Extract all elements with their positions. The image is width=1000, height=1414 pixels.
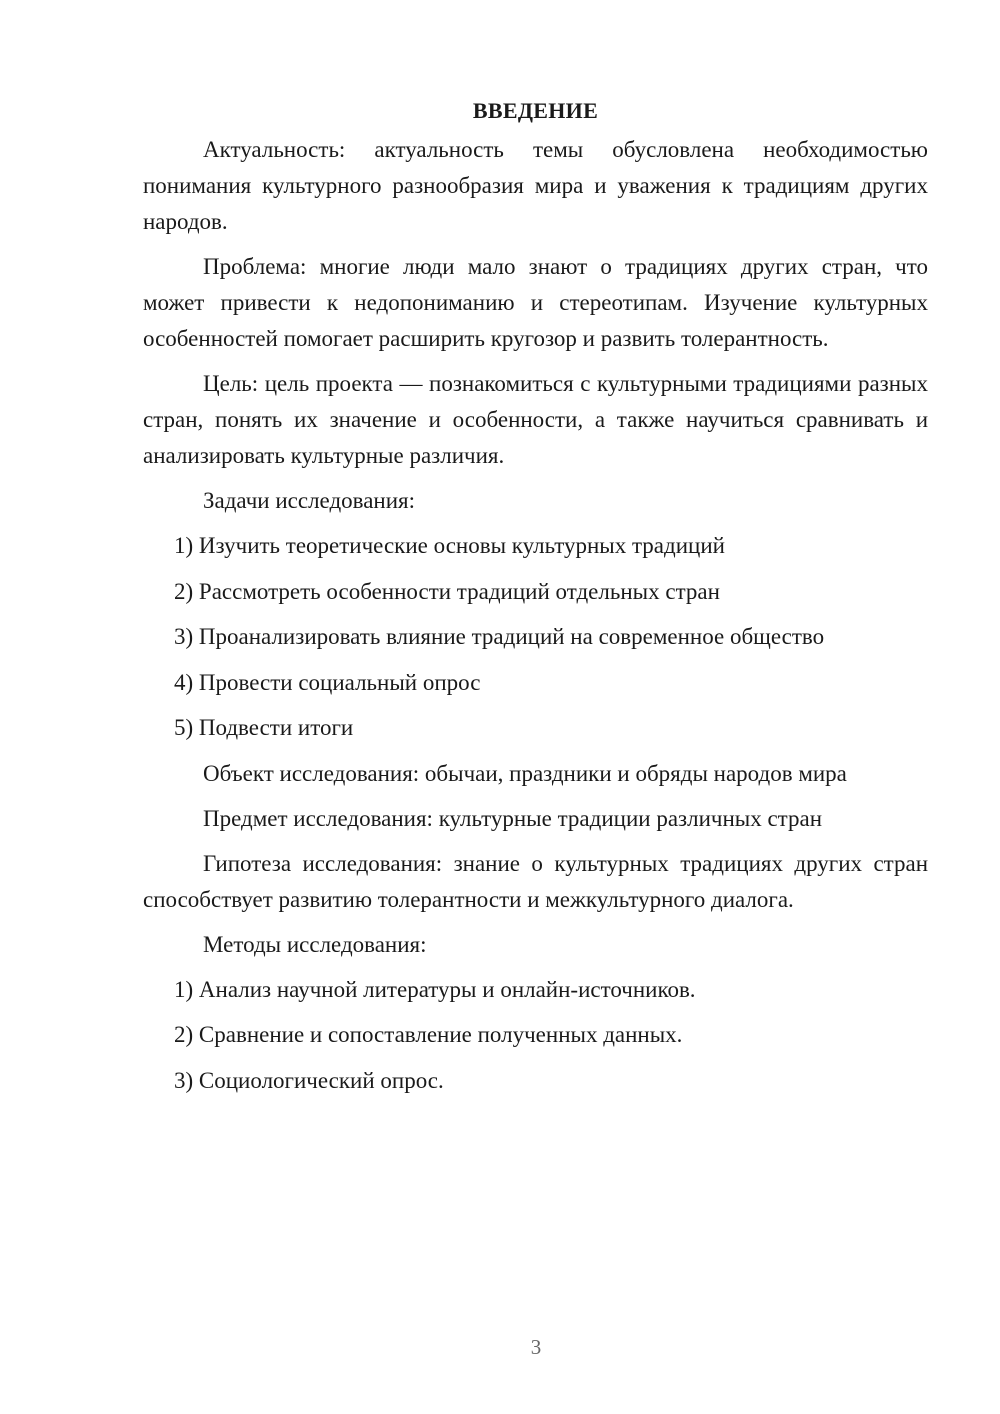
methods-heading: Методы исследования: xyxy=(203,931,427,957)
paragraph-object: Объект исследования: обычаи, праздники и обряды народов мира xyxy=(203,760,847,786)
page-content xyxy=(143,93,928,1108)
tasks-heading: Задачи исследования: xyxy=(203,488,416,513)
list-item-method: 1) Анализ научной литературы и онлайн-источников. xyxy=(174,976,696,1002)
list-item-task: 1) Изучить теоретические основы культурных традиций xyxy=(174,533,725,558)
section-title: ВВЕДЕНИЕ xyxy=(472,98,599,123)
list-item-method: 2) Сравнение и сопоставление полученных данных. xyxy=(174,1022,683,1047)
list-item-task: 2) Рассмотреть особенности традиций отдельных стран xyxy=(174,578,720,604)
paragraph-hypothesis: Гипотеза исследования: знание о культурных традициях других стран способствует развитию толерантности и межкультурного диалога. xyxy=(143,850,928,912)
list-item-method: 3) Социологический опрос. xyxy=(174,1067,444,1093)
list-item-task: 5) Подвести итоги xyxy=(174,715,354,740)
paragraph-goal: Цель: цель проекта — познакомиться с культурными традициями разных стран, понять их значение и особенности, а также научиться сравнивать и анализировать культурные различия. xyxy=(143,371,928,468)
paragraph-problem: Проблема: многие люди мало знают о традициях других стран, что может привести к недопониманию и стереотипам. Изучение культурных особенностей помогает расширить кругозор и развить толерантность. xyxy=(143,254,928,351)
paragraph-subject: Предмет исследования: культурные традиции различных стран xyxy=(203,805,823,831)
list-item-task: 3) Проанализировать влияние традиций на современное общество xyxy=(174,624,825,649)
list-item-task: 4) Провести социальный опрос xyxy=(174,669,481,695)
page-number: 3 xyxy=(530,1335,542,1359)
paragraph-relevance: Актуальность: актуальность темы обусловлена необходимостью понимания культурного разнообразия мира и уважения к традициям других народов. xyxy=(143,137,928,234)
